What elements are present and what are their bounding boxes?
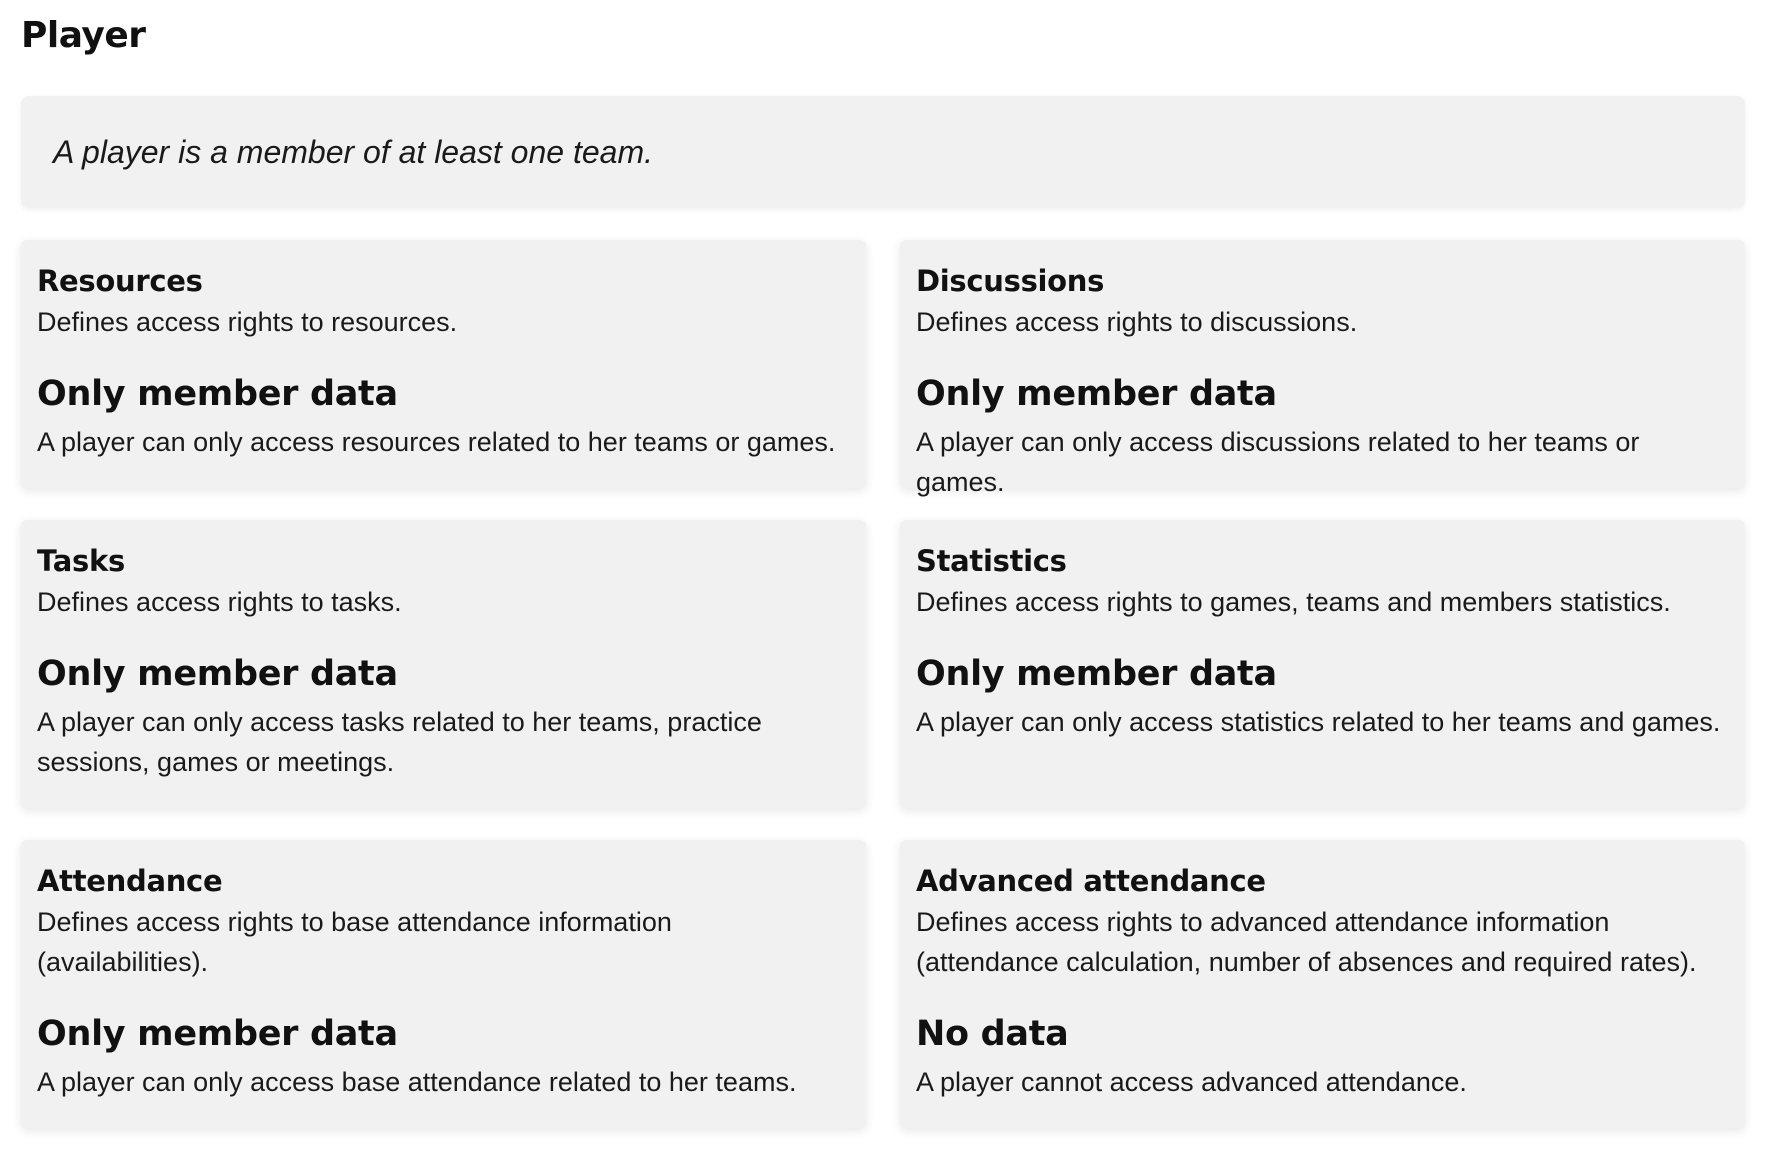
access-level-description: A player can only access tasks related to her teams, practice sessions, games or meetings. xyxy=(37,707,762,777)
card-advanced-attendance xyxy=(900,840,1745,1128)
card-description: Defines access rights to base attendance information (availabilities). xyxy=(37,907,672,977)
access-level-title: Only member data xyxy=(916,374,1277,414)
access-level-description: A player can only access base attendance related to her teams. xyxy=(37,1067,797,1097)
card-discussions xyxy=(900,240,1745,497)
card-statistics xyxy=(900,520,1745,808)
access-level-title: Only member data xyxy=(37,654,398,694)
card-description: Defines access rights to tasks. xyxy=(37,587,402,617)
card-description: Defines access rights to advanced attendance information (attendance calculation, number of absences and required rates). xyxy=(916,907,1697,977)
card-tasks xyxy=(21,520,866,808)
access-level-title: No data xyxy=(916,1014,1069,1054)
card-attendance xyxy=(21,840,866,1128)
card-title: Statistics xyxy=(916,544,1067,578)
card-resources xyxy=(21,240,866,488)
page xyxy=(21,0,1745,1128)
intro-text: A player is a member of at least one team. xyxy=(53,133,653,170)
access-level-title: Only member data xyxy=(37,374,398,414)
access-level-description: A player can only access statistics related to her teams and games. xyxy=(916,707,1721,737)
card-title: Advanced attendance xyxy=(916,864,1266,898)
permissions-grid xyxy=(21,240,1745,1128)
intro-panel xyxy=(21,96,1745,208)
card-title: Attendance xyxy=(37,864,223,898)
page-title: Player xyxy=(21,15,146,56)
access-level-description: A player cannot access advanced attendance. xyxy=(916,1067,1467,1097)
card-title: Discussions xyxy=(916,264,1105,298)
card-title: Tasks xyxy=(37,544,125,578)
access-level-title: Only member data xyxy=(37,1014,398,1054)
access-level-description: A player can only access discussions related to her teams or games. xyxy=(916,427,1640,497)
card-description: Defines access rights to games, teams and members statistics. xyxy=(916,587,1671,617)
access-level-description: A player can only access resources related to her teams or games. xyxy=(37,427,836,457)
card-description: Defines access rights to discussions. xyxy=(916,307,1358,337)
card-description: Defines access rights to resources. xyxy=(37,307,458,337)
card-title: Resources xyxy=(37,264,203,298)
access-level-title: Only member data xyxy=(916,654,1277,694)
